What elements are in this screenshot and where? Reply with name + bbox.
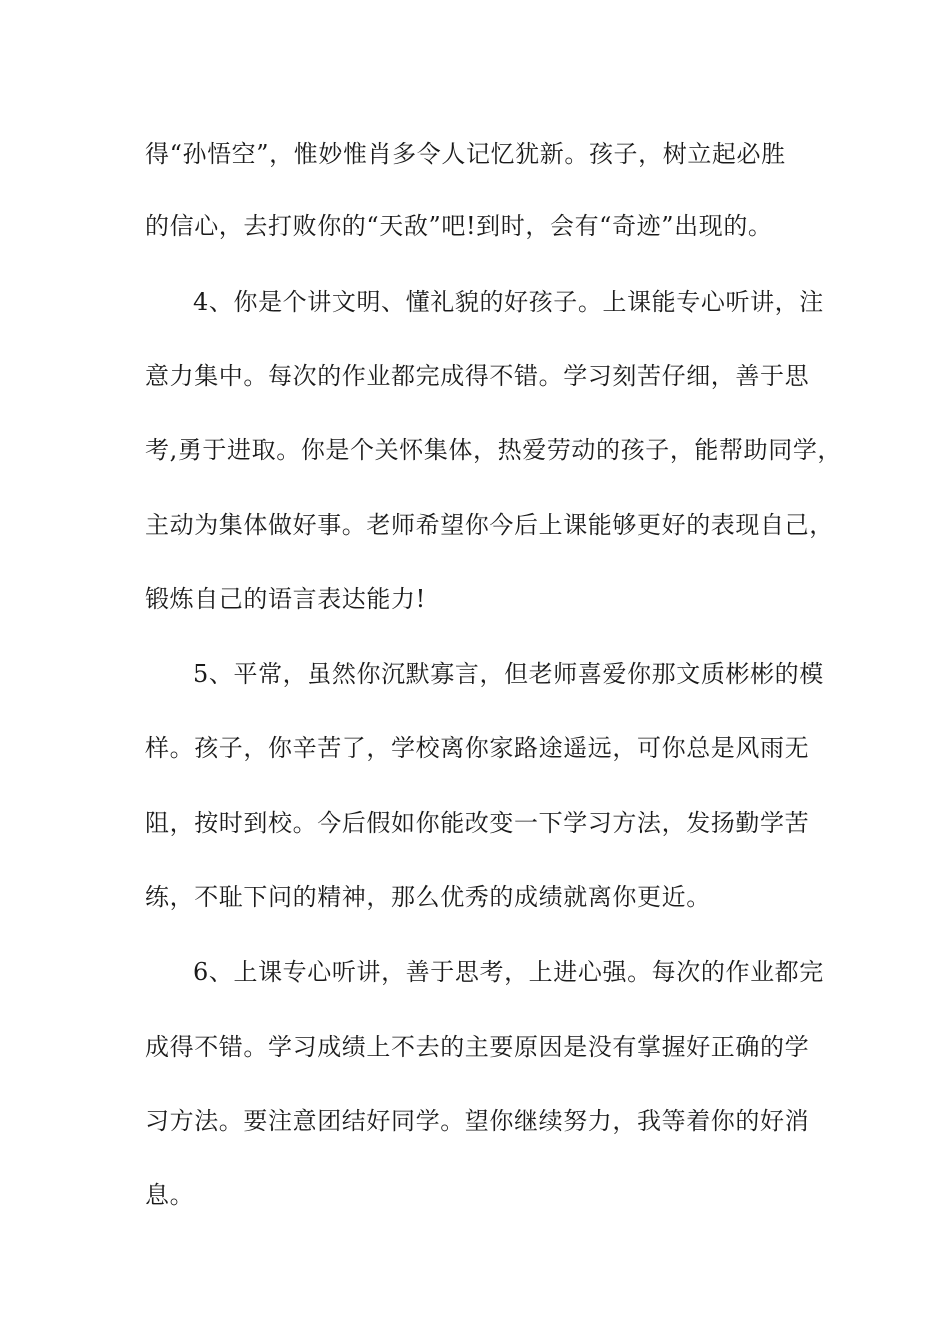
text-line: 得“孙悟空”，惟妙惟肖多令人记忆犹新。孩子，树立起必胜 [145, 140, 786, 168]
text-line: 成得不错。学习成绩上不去的主要原因是没有掌握好正确的学 [145, 1033, 810, 1061]
text-line: 息。 [145, 1181, 195, 1209]
text-line: 样。孩子，你辛苦了，学校离你家路途遥远，可你总是风雨无 [145, 734, 810, 762]
paragraph-5-first-line: 5、平常，虽然你沉默寡言，但老师喜爱你那文质彬彬的模 [193, 660, 824, 688]
paragraph-6-first-line: 6、上课专心听讲，善于思考，上进心强。每次的作业都完 [193, 958, 824, 986]
text-line: 考,勇于进取。你是个关怀集体，热爱劳动的孩子，能帮助同学， [145, 436, 843, 464]
text-line: 意力集中。每次的作业都完成得不错。学习刻苦仔细，善于思 [145, 362, 810, 390]
text-line: 锻炼自己的语言表达能力! [145, 585, 426, 613]
text-line: 阻，按时到校。今后假如你能改变一下学习方法，发扬勤学苦 [145, 809, 810, 837]
paragraph-4-first-line: 4、你是个讲文明、懂礼貌的好孩子。上课能专心听讲，注 [193, 288, 824, 316]
text-line: 的信心，去打败你的“天敌”吧!到时，会有“奇迹”出现的。 [145, 212, 773, 240]
text-line: 习方法。要注意团结好同学。望你继续努力，我等着你的好消 [145, 1107, 810, 1135]
text-line: 主动为集体做好事。老师希望你今后上课能够更好的表现自己， [145, 511, 834, 539]
text-line: 练，不耻下问的精神，那么优秀的成绩就离你更近。 [145, 883, 711, 911]
